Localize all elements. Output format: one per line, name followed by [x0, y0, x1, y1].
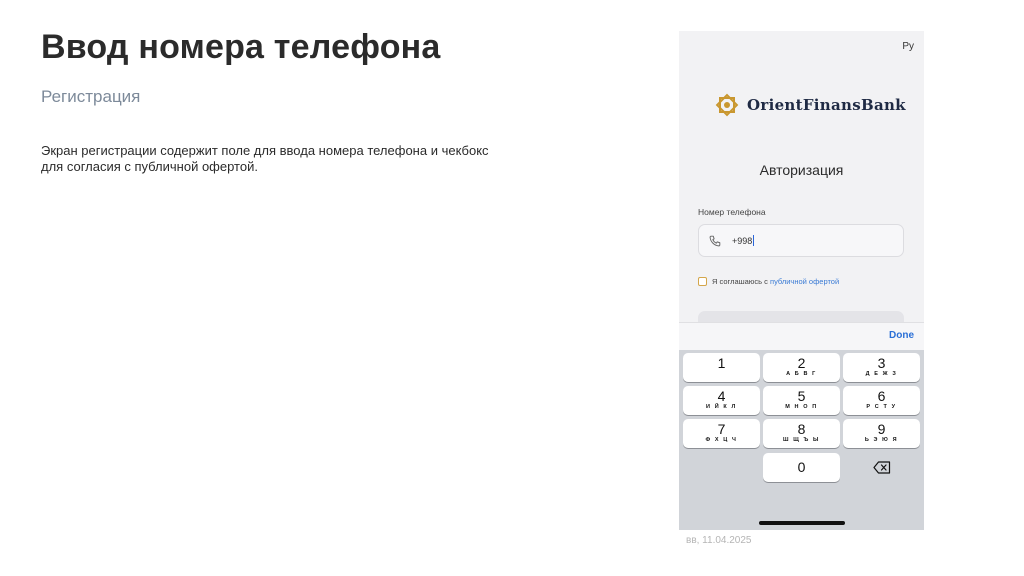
phone-icon	[708, 234, 722, 248]
key-2[interactable]: 2 А Б В Г	[763, 353, 840, 382]
bank-name: OrientFinansBank	[747, 96, 906, 114]
slide-subtitle: Регистрация	[41, 87, 141, 106]
bank-emblem-icon	[713, 91, 741, 119]
phone-field-label: Номер телефона	[698, 207, 766, 217]
home-indicator	[759, 521, 845, 525]
slide-footer-date: вв, 11.04.2025	[686, 535, 752, 546]
slide-description: Экран регистрации содержит поле для ввода номера телефона и чекбокс для согласия с публичной офертой.	[41, 143, 489, 174]
key-1[interactable]: 1	[683, 353, 760, 382]
key-3[interactable]: 3 Д Е Ж З	[843, 353, 920, 382]
key-7[interactable]: 7 Ф Х Ц Ч	[683, 419, 760, 448]
phone-input-value: +998	[732, 235, 753, 246]
key-8[interactable]: 8 Ш Щ Ъ Ы	[763, 419, 840, 448]
keyboard-toolbar	[679, 322, 924, 350]
key-9[interactable]: 9 Ь Э Ю Я	[843, 419, 920, 448]
text-caret	[753, 235, 754, 246]
key-6[interactable]: 6 Р С Т У	[843, 386, 920, 415]
public-offer-link[interactable]: публичной офертой	[770, 277, 840, 286]
phone-input[interactable]	[698, 224, 904, 257]
consent-checkbox[interactable]	[698, 277, 707, 286]
backspace-icon	[873, 461, 891, 474]
key-5[interactable]: 5 М Н О П	[763, 386, 840, 415]
slide-title: Ввод номера телефона	[41, 28, 441, 66]
key-4[interactable]: 4 И Й К Л	[683, 386, 760, 415]
numeric-keypad	[679, 350, 924, 530]
consent-row[interactable]	[698, 277, 839, 286]
consent-text: Я соглашаюсь с	[712, 277, 771, 286]
phone-screenshot	[679, 31, 924, 530]
screen-title: Авторизация	[759, 162, 844, 178]
delete-key[interactable]	[843, 453, 920, 482]
key-0[interactable]: 0	[763, 453, 840, 482]
done-button[interactable]: Done	[889, 330, 914, 341]
bank-logo	[713, 91, 906, 119]
language-switch[interactable]: Ру	[902, 41, 914, 52]
